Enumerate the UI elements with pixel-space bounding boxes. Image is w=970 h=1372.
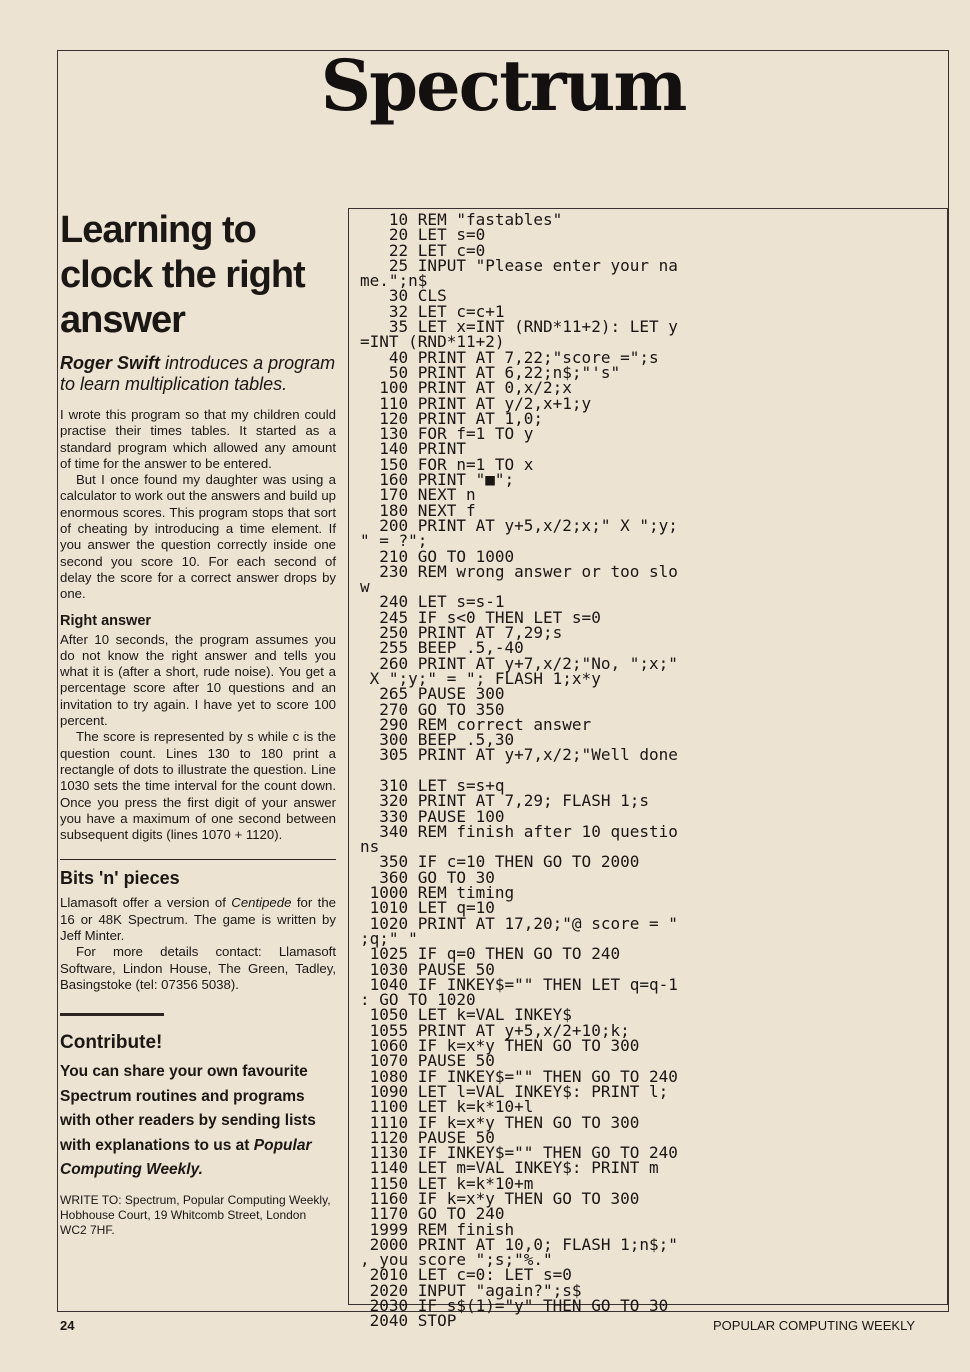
article-paragraph: The score is represented by s while c is the question count. Lines 130 to 180 print a rectangle of dots to illustrate the question. Line 1030 sets the time interval for the count down. Once you press the first digit of your answer you have a maximum of one second between subsequent digits (lines 1070 + 1120). bbox=[60, 729, 336, 843]
listing-line: 1010 LET q=10 bbox=[360, 898, 495, 918]
listing-line: ns bbox=[360, 837, 380, 857]
game-title: Centipede bbox=[231, 895, 292, 911]
listing-line: 1050 LET k=VAL INKEY$ bbox=[360, 1005, 572, 1025]
listing-line: 1025 IF q=0 THEN GO TO 240 bbox=[360, 944, 621, 964]
listing-line: 360 GO TO 30 bbox=[360, 867, 495, 887]
listing-line: 340 REM finish after 10 questio bbox=[360, 821, 678, 841]
listing-line: 40 PRINT AT 7,22;"score =";s bbox=[360, 347, 659, 367]
listing-line: 255 BEEP .5,-40 bbox=[360, 638, 524, 658]
listing-line: 2010 LET c=0: LET s=0 bbox=[360, 1265, 572, 1285]
listing-line: 2020 INPUT "again?";s$ bbox=[360, 1280, 582, 1300]
listing-line: 260 PRINT AT y+7,x/2;"No, ";x;" bbox=[360, 653, 678, 673]
bits-text: for the 16 or 48K Spectrum. The game is written by Jeff Minter. bbox=[60, 895, 336, 944]
listing-line: 210 GO TO 1000 bbox=[360, 546, 515, 566]
short-divider bbox=[60, 1013, 164, 1016]
listing-line: 305 PRINT AT y+7,x/2;"Well done bbox=[360, 745, 678, 765]
section-masthead: Spectrum bbox=[320, 44, 686, 127]
listing-line: 2000 PRINT AT 10,0; FLASH 1;n$;" bbox=[360, 1234, 678, 1254]
contribute-text bbox=[60, 1060, 336, 1183]
listing-line: 1110 IF k=x*y THEN GO TO 300 bbox=[360, 1112, 640, 1132]
listing-line: 1140 LET m=VAL INKEY$: PRINT m bbox=[360, 1158, 659, 1178]
listing-line: 1080 IF INKEY$="" THEN GO TO 240 bbox=[360, 1066, 678, 1086]
listing-line: 160 PRINT "■"; bbox=[360, 470, 515, 490]
byline-author: Roger Swift bbox=[60, 353, 161, 373]
listing-line: 20 LET s=0 bbox=[360, 225, 486, 245]
listing-line: 1150 LET k=k*10+m bbox=[360, 1173, 534, 1193]
listing-line: 1040 IF INKEY$="" THEN LET q=q-1 bbox=[360, 974, 678, 994]
listing-line: 1000 REM timing bbox=[360, 883, 515, 903]
listing-line: =INT (RND*11+2) bbox=[360, 332, 505, 352]
contribute-body: You can share your own favourite Spectrum routines and programs with other readers by sending lists with explanations to us at bbox=[60, 1063, 316, 1154]
listing-line: 180 NEXT f bbox=[360, 500, 476, 520]
listing-line: 1100 LET k=k*10+l bbox=[360, 1097, 534, 1117]
listing-line: 35 LET x=INT (RND*11+2): LET y bbox=[360, 317, 678, 337]
contribute-title: Contribute! bbox=[60, 1032, 163, 1054]
listing-line: me.";n$ bbox=[360, 271, 428, 291]
listing-line: w bbox=[360, 577, 370, 597]
byline bbox=[60, 353, 336, 395]
listing-line: 250 PRINT AT 7,29;s bbox=[360, 623, 563, 643]
listing-line: 1030 PAUSE 50 bbox=[360, 959, 495, 979]
listing-line: 245 IF s<0 THEN LET s=0 bbox=[360, 607, 601, 627]
listing-line: 2040 STOP bbox=[360, 1311, 457, 1329]
listing-line: 350 IF c=10 THEN GO TO 2000 bbox=[360, 852, 640, 872]
article-paragraph: I wrote this program so that my children could practise their times tables. It started as a standard program which allowed any amount of time for the answer to be entered. bbox=[60, 407, 336, 471]
listing-line: : GO TO 1020 bbox=[360, 990, 476, 1010]
listing-line: 1060 IF k=x*y THEN GO TO 300 bbox=[360, 1036, 640, 1056]
bits-text: Llamasoft offer a version of bbox=[60, 895, 232, 911]
listing-line: 300 BEEP .5,30 bbox=[360, 730, 515, 750]
listing-line: 1055 PRINT AT y+5,x/2+10;k; bbox=[360, 1020, 630, 1040]
listing-line: 1170 GO TO 240 bbox=[360, 1204, 505, 1224]
listing-line: 50 PRINT AT 6,22;n$;"'s" bbox=[360, 362, 621, 382]
section-divider bbox=[60, 859, 336, 860]
listing-line: " = ?"; bbox=[360, 531, 428, 551]
listing-line: 25 INPUT "Please enter your na bbox=[360, 255, 678, 275]
listing-line: 1130 IF INKEY$="" THEN GO TO 240 bbox=[360, 1143, 678, 1163]
bits-body bbox=[60, 895, 336, 993]
listing-line: 32 LET c=c+1 bbox=[360, 301, 505, 321]
article-paragraph: But I once found my daughter was using a calculator to work out the answers and build up enormous scores. This program stops that sort of cheating by introducing a time element. If you answer the question correctly inside one second you score 10. For each second of delay the score for a correct answer drops by one. bbox=[60, 472, 336, 602]
article-body bbox=[60, 407, 336, 843]
listing-line: 2030 IF s$(1)="y" THEN GO TO 30 bbox=[360, 1296, 669, 1316]
listing-line: 1160 IF k=x*y THEN GO TO 300 bbox=[360, 1189, 640, 1208]
listing-line: X ";y;" = "; FLASH 1;x*y bbox=[360, 668, 601, 688]
article-column bbox=[60, 208, 336, 1238]
listing-line: 140 PRINT bbox=[360, 439, 466, 459]
listing-line: 265 PAUSE 300 bbox=[360, 684, 505, 704]
magazine-name: Popular Computing Weekly. bbox=[60, 1136, 312, 1179]
listing-line: 120 PRINT AT 1,0; bbox=[360, 408, 544, 428]
listing-line: 150 FOR n=1 TO x bbox=[360, 454, 534, 474]
listing-line: 200 PRINT AT y+5,x/2;x;" X ";y; bbox=[360, 515, 678, 535]
bits-title: Bits 'n' pieces bbox=[60, 868, 180, 889]
publication-name: POPULAR COMPUTING WEEKLY bbox=[712, 1318, 915, 1333]
listing-line: 130 FOR f=1 TO y bbox=[360, 424, 534, 444]
article-paragraph: After 10 seconds, the program assumes you do not know the right answer and tells you what it is (after a short, rude noise). You get a percentage score after 10 questions and an invitation to try again. I have yet to score 100 percent. bbox=[60, 631, 336, 729]
listing-line: 110 PRINT AT y/2,x+1;y bbox=[360, 393, 592, 413]
listing-line: 22 LET c=0 bbox=[360, 240, 486, 260]
listing-line: 1090 LET l=VAL INKEY$: PRINT l; bbox=[360, 1081, 669, 1101]
article-headline: Learning to clock the right answer bbox=[60, 209, 305, 341]
listing-line: 1070 PAUSE 50 bbox=[360, 1051, 495, 1071]
write-to-address: WRITE TO: Spectrum, Popular Computing Weekly, Hobhouse Court, 19 Whitcomb Street, London WC2 7HF. bbox=[60, 1192, 331, 1237]
listing-line: 310 LET s=s+q bbox=[360, 775, 505, 795]
listing-line: 170 NEXT n bbox=[360, 485, 476, 505]
listing-line: 320 PRINT AT 7,29; FLASH 1;s bbox=[360, 791, 649, 811]
listing-line: 330 PAUSE 100 bbox=[360, 806, 505, 826]
listing-line: 10 REM "fastables" bbox=[360, 212, 563, 229]
page-number: 24 bbox=[60, 1318, 75, 1333]
listing-line: 1020 PRINT AT 17,20;"@ score = " bbox=[360, 913, 678, 933]
listing-line: 100 PRINT AT 0,x/2;x bbox=[360, 378, 572, 398]
listing-line: 270 GO TO 350 bbox=[360, 699, 505, 719]
listing-line: ;q;" " bbox=[360, 928, 418, 948]
listing-line: 230 REM wrong answer or too slo bbox=[360, 561, 678, 581]
article-subhead: Right answer bbox=[60, 612, 152, 629]
listing-line: 1999 REM finish bbox=[360, 1219, 515, 1239]
bits-paragraph: For more details contact: Llamasoft Software, Lindon House, The Green, Tadley, Basingstoke (tel: 07356 5038). bbox=[60, 944, 336, 992]
listing-line: 30 CLS bbox=[360, 286, 447, 306]
listing-line: 1120 PAUSE 50 bbox=[360, 1127, 495, 1147]
byline-text: introduces a program to learn multiplication tables. bbox=[60, 353, 336, 394]
listing-line: 240 LET s=s-1 bbox=[360, 592, 505, 612]
program-listing bbox=[360, 212, 945, 1329]
listing-line: 290 REM correct answer bbox=[360, 714, 592, 734]
bits-paragraph bbox=[60, 895, 336, 944]
listing-line: , you score ";s;"%." bbox=[360, 1250, 553, 1270]
